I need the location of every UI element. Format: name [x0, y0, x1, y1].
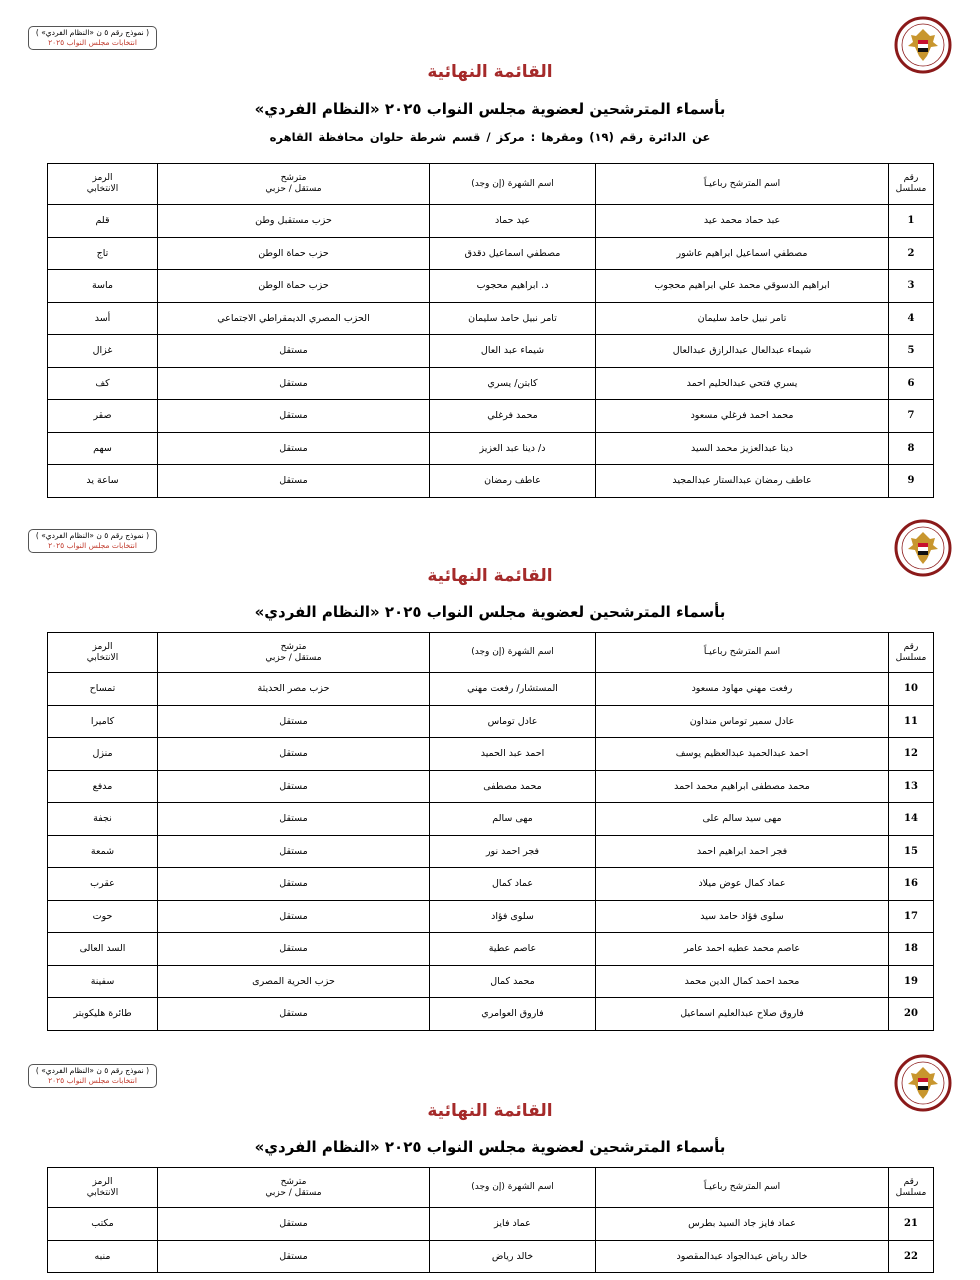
- party-affiliation: مستقل: [158, 705, 430, 738]
- party-affiliation: مستقل: [158, 770, 430, 803]
- fame-name: فجر احمد نور: [430, 835, 596, 868]
- row-number: 6: [889, 367, 934, 400]
- header-symbol-line2: الانتخابي: [86, 652, 119, 663]
- candidate-name: احمد عبدالحميد عبدالعظيم يوسف: [596, 738, 889, 771]
- fame-name: تامر نبيل حامد سليمان: [430, 302, 596, 335]
- district-line: عن الدائرة رقم (١٩) ومقرها : مركز / قسم شرطة حلوان محافظة القاهره: [269, 130, 711, 144]
- row-number: 19: [889, 965, 934, 998]
- header-symbol-line2: الانتخابي: [86, 184, 119, 194]
- fame-name: محمد مصطفى: [430, 770, 596, 803]
- row-number: 8: [889, 432, 934, 465]
- row-number: 22: [889, 1240, 934, 1273]
- fame-name: سلوى فؤاد: [430, 900, 596, 933]
- party-affiliation: حزب حماة الوطن: [158, 270, 430, 303]
- row-number: 17: [889, 900, 934, 933]
- fame-name: عادل توماس: [430, 705, 596, 738]
- election-label: انتخابات مجلس النواب ٢٠٢٥: [48, 38, 137, 47]
- election-label: انتخابات مجلس النواب ٢٠٢٥: [48, 1076, 137, 1085]
- page-subtitle: بأسماء المترشحين لعضوية مجلس النواب ٢٠٢٥ «النظام الفردي»: [254, 1138, 726, 1156]
- form-number-label: ( نموذج رقم ٥ ن «النظام الفردي» ): [35, 28, 150, 37]
- party-affiliation: مستقل: [158, 738, 430, 771]
- candidate-name: خالد رياض عبدالجواد عبدالمقصود: [596, 1240, 889, 1273]
- candidate-name: رفعت مهني مهاود مسعود: [596, 673, 889, 706]
- candidate-name: يسري فتحي عبدالحليم احمد: [596, 367, 889, 400]
- header-symbol-line2: الانتخابي: [86, 1187, 119, 1198]
- party-affiliation: حزب حماة الوطن: [158, 237, 430, 270]
- fame-name: عماد كمال: [430, 868, 596, 901]
- candidate-name: محمد احمد كمال الدين محمد: [596, 965, 889, 998]
- electoral-symbol: مدفع: [48, 770, 158, 803]
- row-number: 3: [889, 270, 934, 303]
- row-number: 13: [889, 770, 934, 803]
- form-number-box: [28, 1064, 157, 1088]
- fame-name: كابتن/ يسري: [430, 367, 596, 400]
- electoral-symbol: منبه: [48, 1240, 158, 1273]
- row-number: 16: [889, 868, 934, 901]
- header-num: رقم مسلسل: [889, 1168, 934, 1208]
- row-number: 10: [889, 673, 934, 706]
- electoral-symbol: حوت: [48, 900, 158, 933]
- header-party-line1: مترشح: [280, 641, 307, 652]
- header-symbol-line1: الرمز: [92, 173, 113, 183]
- form-number-label: ( نموذج رقم ٥ ن «النظام الفردي» ): [35, 531, 150, 540]
- party-affiliation: مستقل: [158, 803, 430, 836]
- party-affiliation: مستقل: [158, 465, 430, 498]
- party-affiliation: مستقل: [158, 400, 430, 433]
- electoral-symbol: غزال: [48, 335, 158, 368]
- fame-name: محمد كمال: [430, 965, 596, 998]
- row-number: 7: [889, 400, 934, 433]
- electoral-symbol: تمساح: [48, 673, 158, 706]
- candidate-name: فجر احمد ابراهيم احمد: [596, 835, 889, 868]
- row-number: 15: [889, 835, 934, 868]
- candidate-name: تامر نبيل حامد سليمان: [596, 302, 889, 335]
- fame-name: عيد حماد: [430, 205, 596, 238]
- header-symbol: [48, 1168, 158, 1208]
- candidate-name: مهى سيد سالم على: [596, 803, 889, 836]
- fame-name: مصطفي اسماعيل دقدق: [430, 237, 596, 270]
- header-party-line2: مستقل / حزبي: [265, 184, 322, 194]
- row-number: 11: [889, 705, 934, 738]
- table-row: [48, 1240, 934, 1273]
- electoral-symbol: كف: [48, 367, 158, 400]
- row-number: 4: [889, 302, 934, 335]
- candidate-name: شيماء عبدالعال عبدالرازق عبدالعال: [596, 335, 889, 368]
- header-name: اسم المترشح رباعيـاً: [596, 164, 889, 205]
- electoral-symbol: صقر: [48, 400, 158, 433]
- electoral-symbol: مكتب: [48, 1208, 158, 1241]
- electoral-symbol: عقرب: [48, 868, 158, 901]
- row-number: 1: [889, 205, 934, 238]
- page-title: القائمة النهائية: [427, 566, 553, 586]
- party-affiliation: مستقل: [158, 1208, 430, 1241]
- fame-name: شيماء عبد العال: [430, 335, 596, 368]
- party-affiliation: حزب الحرية المصرى: [158, 965, 430, 998]
- header-fame: اسم الشهرة (إن وجد): [430, 633, 596, 673]
- header-party-line1: مترشح: [280, 1176, 307, 1187]
- page-subtitle: بأسماء المترشحين لعضوية مجلس النواب ٢٠٢٥ «النظام الفردي»: [254, 603, 726, 621]
- electoral-symbol: منزل: [48, 738, 158, 771]
- row-number: 12: [889, 738, 934, 771]
- fame-name: خالد رياض: [430, 1240, 596, 1273]
- fame-name: عاصم عطية: [430, 933, 596, 966]
- header-fame: اسم الشهرة (إن وجد): [430, 164, 596, 205]
- candidate-name: مصطفي اسماعيل ابراهيم عاشور: [596, 237, 889, 270]
- header-symbol-line1: الرمز: [92, 641, 113, 652]
- header-party: [158, 1168, 430, 1208]
- fame-name: محمد فرغلي: [430, 400, 596, 433]
- candidate-name: سلوى فؤاد حامد سيد: [596, 900, 889, 933]
- electoral-symbol: ماسة: [48, 270, 158, 303]
- fame-name: عاطف رمضان: [430, 465, 596, 498]
- electoral-symbol: نجفة: [48, 803, 158, 836]
- election-label: انتخابات مجلس النواب ٢٠٢٥: [48, 541, 137, 550]
- header-num: رقم مسلسل: [889, 164, 934, 205]
- electoral-symbol: سفينة: [48, 965, 158, 998]
- party-affiliation: مستقل: [158, 335, 430, 368]
- table-row: [48, 1208, 934, 1241]
- table-header-row: [48, 1168, 934, 1208]
- header-party-line2: مستقل / حزبي: [265, 652, 322, 663]
- party-affiliation: مستقل: [158, 900, 430, 933]
- candidate-name: عاصم محمد عطيه احمد عامر: [596, 933, 889, 966]
- fame-name: مهى سالم: [430, 803, 596, 836]
- row-number: 2: [889, 237, 934, 270]
- electoral-symbol: السد العالى: [48, 933, 158, 966]
- electoral-symbol: كاميرا: [48, 705, 158, 738]
- header-fame: اسم الشهرة (إن وجد): [430, 1168, 596, 1208]
- party-affiliation: مستقل: [158, 367, 430, 400]
- party-affiliation: الحزب المصري الديمقراطي الاجتماعي: [158, 302, 430, 335]
- party-affiliation: مستقل: [158, 933, 430, 966]
- row-number: 14: [889, 803, 934, 836]
- candidate-name: عادل سمير توماس منداون: [596, 705, 889, 738]
- party-affiliation: حزب مصر الحديثة: [158, 673, 430, 706]
- header-party-line2: مستقل / حزبي: [265, 1187, 322, 1198]
- electoral-symbol: طائرة هليكوبتر: [48, 998, 158, 1031]
- fame-name: عماد فايز: [430, 1208, 596, 1241]
- fame-name: احمد عبد الحميد: [430, 738, 596, 771]
- party-affiliation: مستقل: [158, 868, 430, 901]
- fame-name: د/ دينا عبد العزيز: [430, 432, 596, 465]
- fame-name: فاروق العوامري: [430, 998, 596, 1031]
- candidate-name: عماد كمال عوض ميلاد: [596, 868, 889, 901]
- row-number: 21: [889, 1208, 934, 1241]
- page-title: القائمة النهائية: [427, 1101, 553, 1121]
- row-number: 20: [889, 998, 934, 1031]
- candidate-name: عاطف رمضان عبدالستار عبدالمجيد: [596, 465, 889, 498]
- electoral-symbol: أسد: [48, 302, 158, 335]
- row-number: 18: [889, 933, 934, 966]
- fame-name: المستشار/ رفعت مهني: [430, 673, 596, 706]
- party-affiliation: حزب مستقبل وطن: [158, 205, 430, 238]
- header-name: اسم المترشح رباعيـاً: [596, 1168, 889, 1208]
- candidate-name: فاروق صلاح عبدالعليم اسماعيل: [596, 998, 889, 1031]
- page-subtitle: بأسماء المترشحين لعضوية مجلس النواب ٢٠٢٥ «النظام الفردي»: [254, 100, 726, 118]
- electoral-symbol: سهم: [48, 432, 158, 465]
- form-number-label: ( نموذج رقم ٥ ن «النظام الفردي» ): [35, 1066, 150, 1075]
- header-symbol-line1: الرمز: [92, 1176, 113, 1187]
- header-name: اسم المترشح رباعيـاً: [596, 633, 889, 673]
- candidate-name: محمد احمد فرغلي مسعود: [596, 400, 889, 433]
- header-num: رقم مسلسل: [889, 633, 934, 673]
- electoral-symbol: ساعة يد: [48, 465, 158, 498]
- electoral-symbol: قلم: [48, 205, 158, 238]
- candidates-table: [47, 1167, 934, 1273]
- candidate-name: عبد حماد محمد عيد: [596, 205, 889, 238]
- party-affiliation: مستقل: [158, 835, 430, 868]
- candidate-name: محمد مصطفى ابراهيم محمد احمد: [596, 770, 889, 803]
- fame-name: د. ابراهيم محجوب: [430, 270, 596, 303]
- party-affiliation: مستقل: [158, 1240, 430, 1273]
- row-number: 9: [889, 465, 934, 498]
- candidate-name: دينا عبدالعزيز محمد السيد: [596, 432, 889, 465]
- party-affiliation: مستقل: [158, 432, 430, 465]
- electoral-symbol: تاج: [48, 237, 158, 270]
- party-affiliation: مستقل: [158, 998, 430, 1031]
- candidate-name: عماد فايز جاد السيد بطرس: [596, 1208, 889, 1241]
- page-title: القائمة النهائية: [427, 62, 553, 82]
- candidate-name: ابراهيم الدسوقي محمد علي ابراهيم محجوب: [596, 270, 889, 303]
- electoral-symbol: شمعة: [48, 835, 158, 868]
- header-party-line1: مترشح: [280, 173, 307, 183]
- row-number: 5: [889, 335, 934, 368]
